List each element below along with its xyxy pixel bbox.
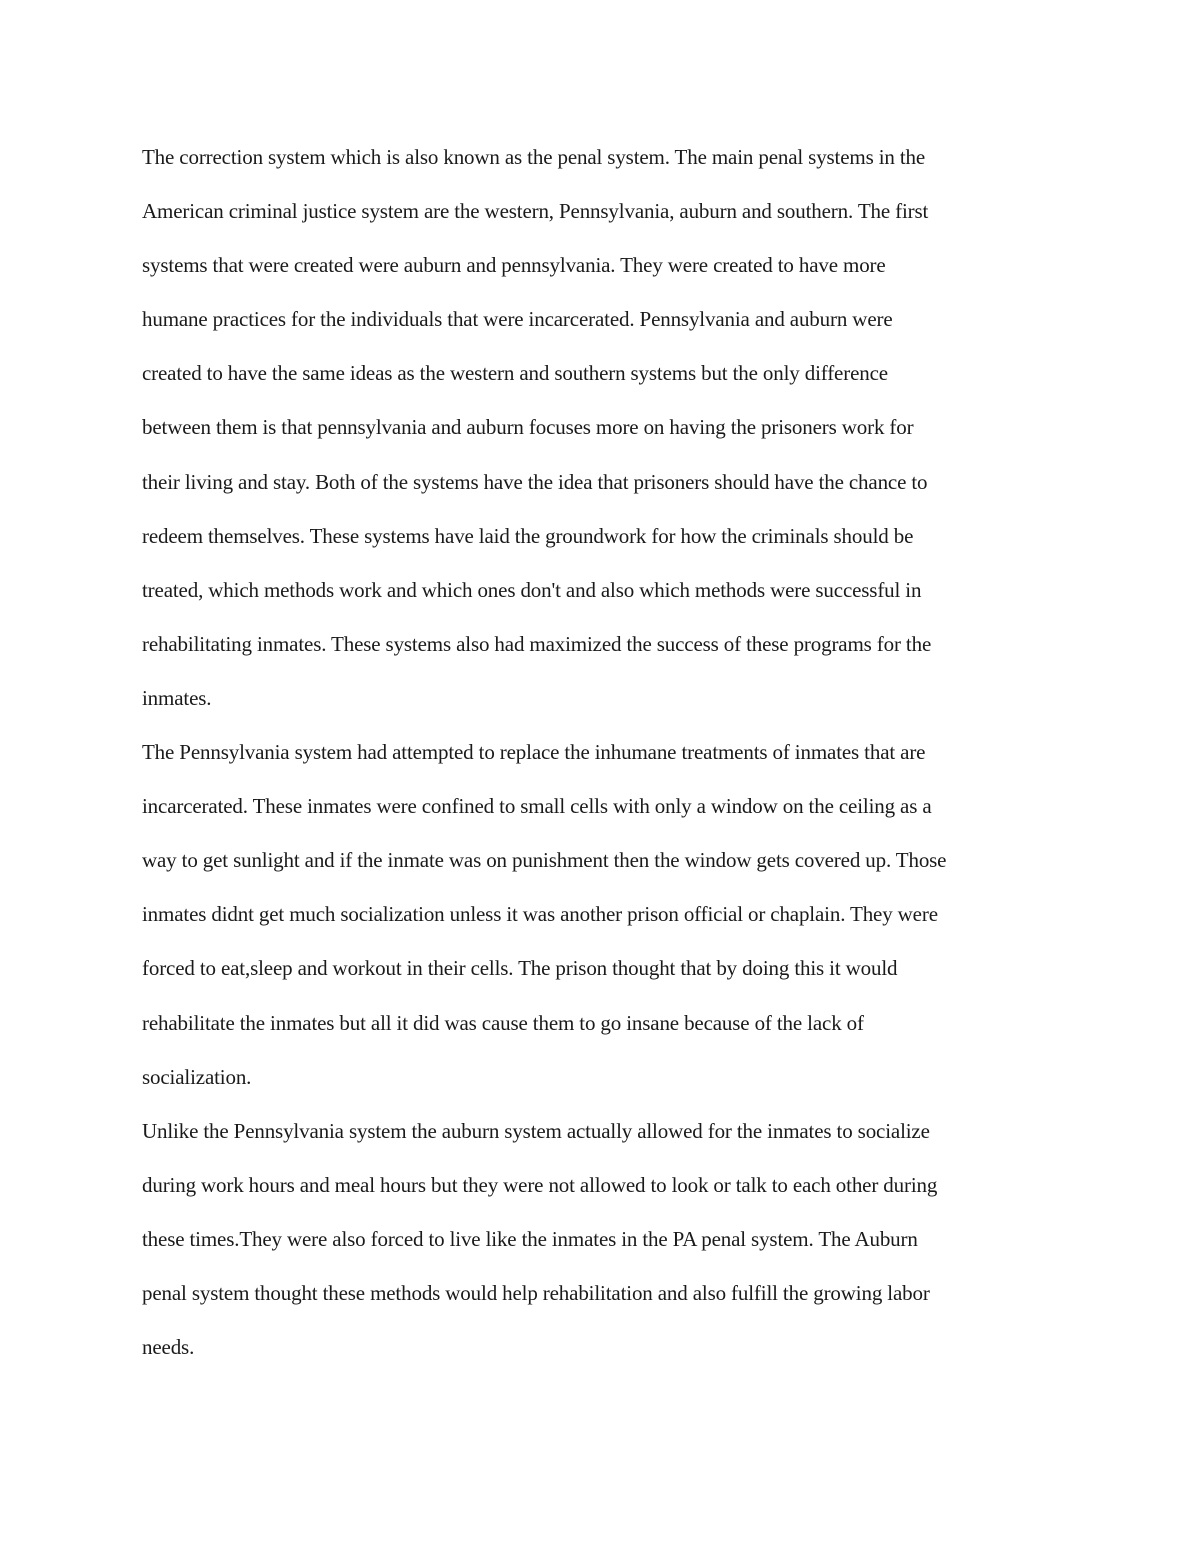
document-body [142,139,1072,1383]
paragraph-auburn-system [142,1113,1072,1383]
text-line: needs. [142,1335,195,1360]
text-line: between them is that pennsylvania and auburn focuses more on having the prisoners work for [142,415,914,440]
text-line: rehabilitating inmates. These systems also had maximized the success of these programs for the [142,631,932,656]
text-line: during work hours and meal hours but they were not allowed to look or talk to each other during [142,1172,938,1197]
text-line: these times.They were also forced to live like the inmates in the PA penal system. The Auburn [142,1226,918,1251]
text-line: created to have the same ideas as the western and southern systems but the only difference [142,361,888,386]
text-line: socialization. [142,1064,252,1089]
text-line: rehabilitate the inmates but all it did was cause them to go insane because of the lack of [142,1010,864,1035]
paragraph-pennsylvania-system [142,734,1072,1113]
text-line: way to get sunlight and if the inmate was on punishment then the window gets covered up. Those [142,848,947,873]
text-line: penal system thought these methods would help rehabilitation and also fulfill the growing labor [142,1280,930,1305]
text-line: The correction system which is also known as the penal system. The main penal systems in the [142,145,926,169]
text-line: their living and stay. Both of the systems have the idea that prisoners should have the chance to [142,469,928,494]
text-line: inmates. [142,685,212,710]
paragraph-intro [142,139,1072,734]
text-line: incarcerated. These inmates were confined to small cells with only a window on the ceiling as a [142,794,932,819]
text-line: treated, which methods work and which ones don't and also which methods were successful in [142,577,922,602]
text-line: forced to eat,sleep and workout in their cells. The prison thought that by doing this it would [142,956,898,981]
text-line: humane practices for the individuals that were incarcerated. Pennsylvania and auburn were [142,307,893,332]
text-line: redeem themselves. These systems have laid the groundwork for how the criminals should be [142,523,914,548]
text-line: American criminal justice system are the western, Pennsylvania, auburn and southern. The first [142,199,929,224]
text-line: Unlike the Pennsylvania system the auburn system actually allowed for the inmates to socialize [142,1118,930,1143]
text-line: systems that were created were auburn and pennsylvania. They were created to have more [142,253,886,278]
text-line: The Pennsylvania system had attempted to replace the inhumane treatments of inmates that are [142,740,926,765]
text-line: inmates didnt get much socialization unless it was another prison official or chaplain. They were [142,902,938,927]
